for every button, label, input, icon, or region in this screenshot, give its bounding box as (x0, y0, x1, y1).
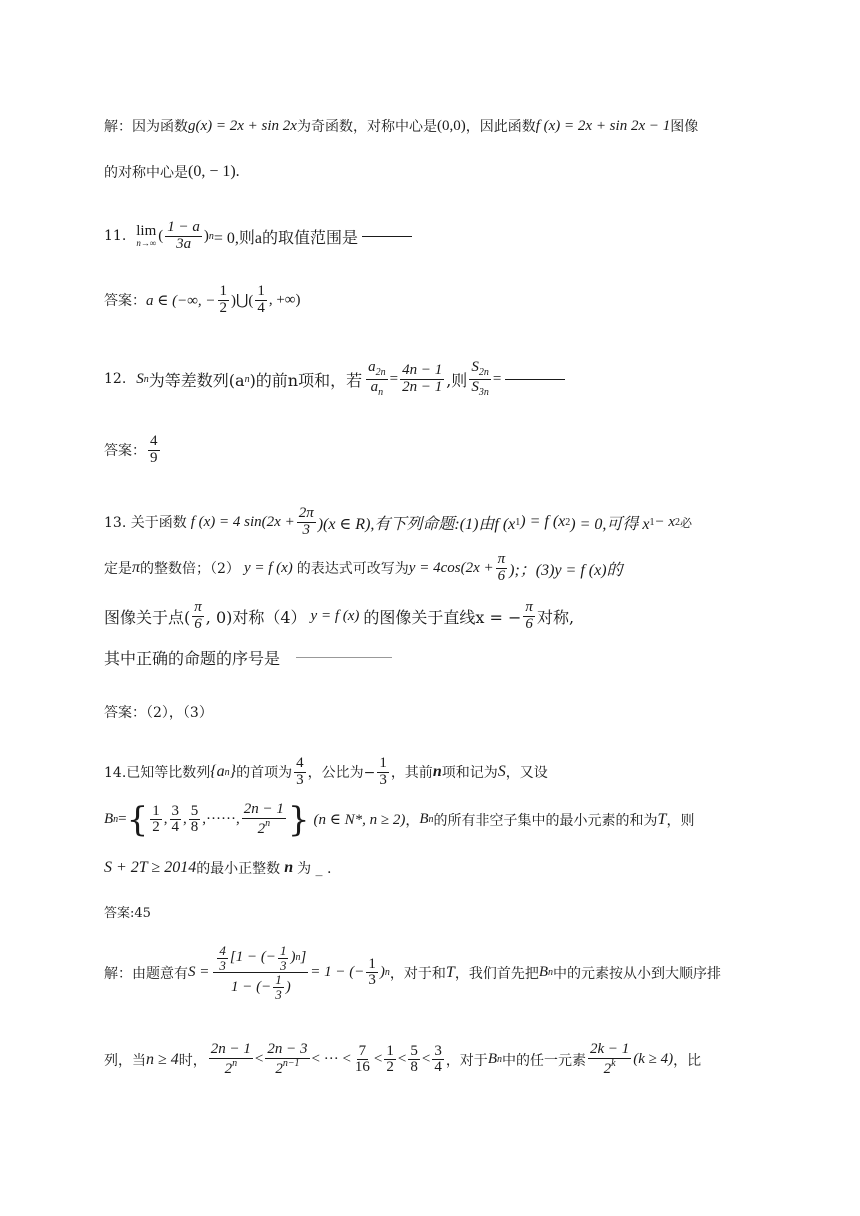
denominator: 6 (497, 567, 506, 584)
denominator: 2 (386, 1059, 394, 1076)
math-symbol: B (538, 964, 548, 981)
fraction (218, 284, 230, 317)
question-text: 13. 关于函数 (104, 515, 187, 532)
question-text: ，其前 (390, 765, 433, 782)
center-point: (0,0) (436, 117, 466, 134)
fraction (384, 1044, 396, 1077)
math: f (x) = 4 sin(2x + (190, 513, 295, 530)
denominator: 3 (296, 771, 304, 788)
question-text: 其中正确的命题的序号是 (104, 649, 281, 668)
question-13-line-4 (104, 646, 392, 669)
exponent: n (384, 967, 390, 979)
math: [1 − (− (229, 949, 276, 966)
subscript: n (244, 373, 250, 385)
question-text: )的前n项和，若 (249, 370, 363, 390)
question-13-line-3 (104, 600, 574, 633)
math: ) (290, 949, 296, 966)
math: y = 4cos(2x + (408, 559, 494, 576)
numerator: 1 − a (167, 219, 200, 235)
math-symbol: B (487, 1051, 497, 1068)
subscript: 2 (565, 516, 571, 528)
math-symbol: T (657, 810, 667, 828)
left-brace: { (126, 799, 149, 840)
math-symbol: S (497, 763, 506, 781)
math-symbol: B (419, 811, 429, 828)
denominator: 2 (603, 1060, 612, 1077)
math: ) (285, 978, 291, 995)
question-text: 的首项为 (236, 765, 293, 782)
fraction (148, 434, 160, 467)
question-text: 的图像关于直线x = − (363, 607, 522, 627)
ellipsis: ,······, (202, 811, 240, 828)
fraction (366, 360, 388, 398)
equals: = (389, 370, 399, 387)
math: − x (654, 513, 676, 530)
lim-subscript: n→∞ (136, 238, 157, 249)
denominator: 8 (410, 1059, 418, 1076)
answer-12 (104, 434, 162, 467)
math: 1 − (− (230, 978, 272, 995)
denominator: 3 (368, 972, 376, 989)
denominator: 2 (224, 1060, 233, 1077)
numerator: S (471, 359, 479, 375)
exponent: n (295, 951, 301, 963)
solution-text: ，对于和 (389, 965, 446, 982)
math: )(x ∈ R),有下列命题:(1)由f (x (317, 515, 516, 533)
right-brace: } (287, 799, 310, 840)
math: } (229, 763, 237, 781)
subscript: n (428, 814, 434, 826)
denominator: 2 (257, 820, 266, 837)
answer-label: 答案： (104, 293, 146, 310)
fraction (150, 804, 162, 837)
answer-math: )⋃( (231, 292, 254, 309)
lim-text: lim (136, 223, 157, 240)
f-formula: f (x) = 2x + sin 2x − 1 (535, 117, 671, 134)
fraction (265, 1042, 309, 1078)
fraction (400, 363, 444, 396)
math: ) = 0,可得 x (570, 515, 650, 533)
denominator: 3 (302, 521, 310, 538)
denominator: a (370, 378, 379, 395)
answer-label: 答案:45 (104, 906, 151, 921)
question-text: 项和记为 (441, 765, 498, 782)
numerator: 2n − 1 (243, 801, 284, 817)
intro-text: 解：因为函数 (104, 119, 188, 135)
question-text: 的所有非空子集中的最小元素的和为 (433, 812, 658, 829)
answer-math: a ∈ (−∞, − (146, 292, 216, 309)
numerator: 4n − 1 (402, 361, 443, 378)
fraction (273, 973, 284, 1001)
fraction (170, 804, 182, 837)
question-number: 12. (104, 371, 127, 387)
superscript: n−1 (282, 1057, 300, 1069)
numerator: 2n − 1 (210, 1041, 251, 1057)
math: );；(3)y = f (x)的 (509, 561, 623, 579)
pi-symbol: π (132, 559, 141, 577)
question-text: ，则 (666, 812, 695, 829)
ellipsis: < ··· < (311, 1051, 351, 1068)
intro-text: 为奇函数，对称中心是 (296, 119, 437, 135)
question-text: ,则 (446, 370, 468, 390)
question-text: 14.已知等比数列 (104, 765, 211, 782)
answer-math: , +∞) (268, 291, 301, 308)
denominator: 3 (275, 986, 282, 1002)
question-text: 的表达式可改写为 (296, 561, 409, 578)
math: n ≥ 4 (146, 1050, 179, 1068)
denominator: 2 (152, 819, 160, 836)
subscript: n (113, 814, 119, 826)
subscript: 1 (649, 516, 655, 528)
subscript: 2n (375, 367, 386, 378)
math-symbol: S (136, 370, 144, 387)
numerator: 1 (257, 283, 265, 299)
question-14-line-1 (104, 756, 548, 789)
numerator: 2π (298, 505, 314, 521)
denominator: 2 (275, 1060, 283, 1077)
denominator: 3 (379, 771, 387, 788)
question-11: 11. lim n→∞ ( $\frac{1 - a}{3a}$ ) n = 0,则a的取值范围是 (104, 220, 412, 253)
intro-text: 的对称中心是 (104, 165, 188, 181)
denominator: 3 (219, 957, 226, 973)
fraction (408, 1044, 420, 1077)
fraction (242, 802, 286, 838)
paren: ) (203, 227, 209, 244)
fraction (366, 957, 378, 990)
denominator: 6 (525, 615, 533, 632)
numerator: π (497, 551, 506, 567)
fraction (469, 360, 491, 398)
fraction (217, 944, 228, 972)
center-point: (0, − 1). (188, 163, 240, 180)
fraction (353, 1044, 372, 1077)
answer-blank (296, 657, 392, 658)
limit-operator (136, 224, 156, 248)
solution-14-line-1 (104, 944, 721, 1002)
solution-text: 中的元素按从小到大顺序排 (553, 965, 721, 982)
numerator: 4 (150, 433, 158, 449)
math: {a (210, 763, 225, 781)
subscript: n (548, 967, 553, 979)
equals: = (118, 811, 127, 828)
numerator: 4 (219, 943, 226, 958)
answer-11 (104, 284, 301, 317)
numerator: π (194, 599, 202, 615)
numerator: 4 (296, 755, 304, 771)
numerator: 3 (171, 802, 180, 819)
fraction (278, 944, 289, 972)
question-13-line-2 (104, 552, 623, 585)
superscript: n (265, 817, 271, 829)
subscript: 3n (478, 386, 489, 398)
question-text: 的最小正整数 (196, 861, 281, 877)
intro-text: ，因此函数 (465, 119, 536, 135)
math: = 1 − (− (310, 964, 365, 981)
denominator: 4 (434, 1059, 442, 1076)
math: ) (379, 964, 385, 981)
math: y = f (x) (310, 607, 360, 624)
math: y = f (x) (243, 559, 293, 576)
subscript: n (378, 386, 384, 398)
question-14-line-3 (104, 858, 331, 878)
question-text: 的整数倍；（2） (140, 561, 240, 578)
question-13-line-1 (104, 506, 692, 539)
exponent: n (208, 230, 214, 242)
solution-14-line-2: 列，当 n ≥ 4 时， $\frac{2n - 1}{2^n}$ < $\frac{2n - 3}{2^{n-1}}$ < ··· < $\frac{7}{16}$ < $\frac{1}{2}$ < $\frac{5}{8}$ < $\frac{3}{4}$ ，对于 B n 中的任一元素 $\frac{2k - 1}{2^k}$ (k ≥ 4) ，比 (104, 1041, 702, 1077)
question-text: ，又设 (505, 765, 548, 782)
question-text: , 0)对称（4） (205, 607, 307, 627)
solution-text: ，我们首先把 (454, 965, 539, 982)
intro-line-1 (104, 116, 698, 136)
numerator: 1 (152, 802, 160, 819)
denominator: 3a (176, 235, 192, 252)
subscript: 2n (478, 367, 489, 378)
numerator: 3 (434, 1042, 442, 1059)
denominator: 3 (279, 957, 287, 973)
equals: = (492, 370, 502, 387)
fraction (496, 552, 508, 585)
solution-text: 列，当 (104, 1052, 146, 1069)
math-symbol: B (104, 811, 114, 828)
subscript: 2 (675, 516, 681, 528)
denominator: 4 (257, 299, 265, 316)
solution-text: ，对于 (445, 1052, 488, 1069)
subscript: 1 (515, 516, 521, 528)
fraction (377, 756, 389, 789)
intro-text: 图像 (670, 119, 699, 135)
math-symbol: n (284, 859, 294, 876)
numerator: 1 (368, 955, 376, 972)
answer-14 (104, 902, 151, 921)
fraction (588, 1042, 631, 1078)
math: ) = f (x (520, 513, 566, 531)
math-symbol: T (445, 963, 455, 981)
g-formula: g(x) = 2x + sin 2x (188, 117, 297, 134)
question-text: 为等差数列(a (148, 370, 245, 390)
superscript: k (611, 1057, 616, 1069)
fraction (192, 600, 204, 633)
denominator: 8 (190, 819, 199, 836)
math: (k ≥ 4) (633, 1051, 674, 1068)
numerator: 1 (279, 943, 287, 958)
subscript: n (143, 373, 149, 385)
numerator: 1 (386, 1042, 394, 1059)
numerator: 5 (410, 1042, 418, 1059)
solution-text: 解：由题意有 (104, 965, 188, 982)
subscript: n (224, 766, 230, 778)
condition: (n ∈ N*, n ≥ 2) (313, 812, 406, 829)
answer-blank (505, 379, 565, 380)
numerator: 1 (275, 972, 282, 988)
fraction: $\frac{4}{3}$ [1 − (− $\frac{1}{3}$ ) n ] 1 − (− $\frac{1}{3}$ ) (213, 944, 308, 1002)
answer-13 (104, 702, 213, 722)
question-number: 11. (104, 228, 127, 245)
numerator: a (368, 359, 376, 375)
numerator: 1 (379, 755, 387, 771)
denominator: 9 (150, 449, 158, 466)
solution-text: 中的任一元素 (501, 1052, 586, 1069)
question-text: 定是 (104, 561, 132, 578)
fraction (189, 804, 201, 837)
solution-text: 时， (178, 1052, 207, 1069)
fraction (432, 1044, 444, 1077)
fraction (209, 1042, 253, 1078)
denominator: 16 (354, 1059, 370, 1076)
fraction (165, 220, 202, 253)
math: S + 2T ≥ 2014 (104, 859, 197, 876)
fraction (294, 756, 306, 789)
question-14-line-2: B n = { $\frac{1}{2}$ , $\frac{3}{4}$ , $\frac{5}{8}$ ,······, $\frac{2n - 1}{2^n}$ } (n ∈ N*, n ≥ 2) ， B n 的所有非空子集中的最小元素的和为 T ，则 (104, 799, 695, 840)
numerator: 7 (358, 1042, 367, 1059)
numerator: 1 (219, 283, 228, 299)
question-12 (104, 360, 565, 398)
denominator: 6 (194, 615, 202, 632)
answer-label: 答案： (104, 443, 146, 460)
question-text: 图像关于点( (104, 607, 191, 627)
math-symbol: n (432, 763, 442, 781)
answer-label: 答案：（2），（3） (104, 705, 213, 721)
question-text: ， (405, 812, 420, 829)
answer-blank (362, 236, 412, 237)
question-text: 必 (680, 515, 693, 530)
denominator: 2 (219, 299, 228, 316)
subscript: n (496, 1054, 502, 1066)
question-text: 对称, (536, 607, 575, 627)
denominator: S (471, 378, 479, 395)
denominator: 4 (171, 819, 180, 836)
denominator: 2n − 1 (402, 378, 443, 395)
fraction (523, 600, 535, 633)
math: S = (188, 964, 210, 981)
fraction (255, 284, 267, 317)
numerator: 2k − 1 (589, 1041, 630, 1057)
solution-text: ，比 (673, 1052, 702, 1069)
question-text: 为 _ . (297, 861, 332, 877)
numerator: π (525, 599, 533, 615)
intro-line-2 (104, 162, 240, 182)
question-text: ，公比为− (307, 765, 376, 782)
superscript: n (232, 1057, 238, 1069)
numerator: 2n − 3 (267, 1041, 308, 1057)
numerator: 5 (190, 802, 199, 819)
condition-text: = 0,则a的取值范围是 (213, 229, 359, 247)
fraction (297, 506, 316, 539)
